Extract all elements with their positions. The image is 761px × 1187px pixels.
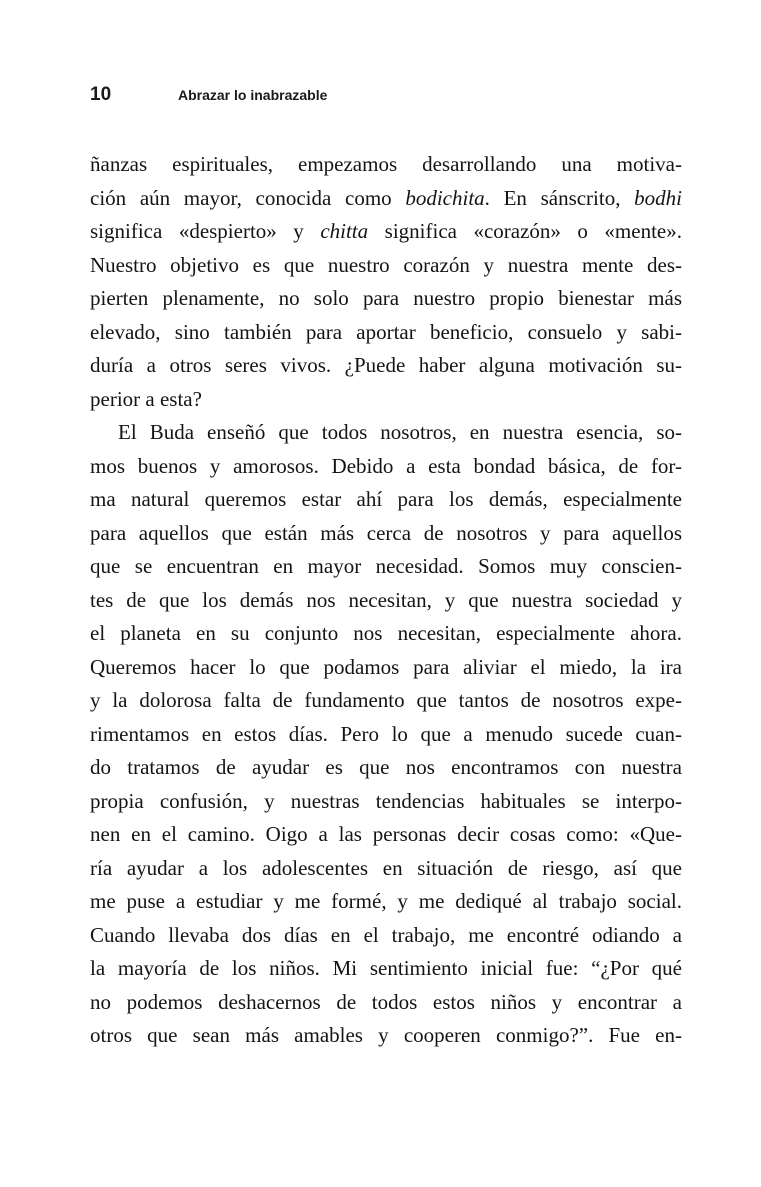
book-title: Abrazar lo inabrazable (178, 87, 328, 103)
paragraph-2-line: para aquellos que están más cerca de nosotros y para aquellos (90, 520, 682, 545)
paragraph-1-line-1: ñanzas espirituales, empezamos desarrollando una motiva- (90, 152, 682, 176)
paragraph-2-line: tes de que los demás nos necesitan, y que nuestra sociedad y (90, 587, 682, 612)
italic-term-bodichita: bodichita (405, 185, 485, 210)
paragraph-2-line: do tratamos de ayudar es que nos encontramos con nuestra (90, 755, 682, 779)
paragraph-2-line: ría ayudar a los adolescentes en situación de riesgo, así que (90, 855, 682, 880)
text-span: significa «despierto» y (90, 219, 321, 243)
paragraph-2-line: nen en el camino. Oigo a las personas decir cosas como: «Que- (90, 822, 682, 846)
paragraph-2-line: otros que sean más amables y cooperen conmigo?”. Fue en- (90, 1023, 682, 1047)
paragraph-1-line-6: elevado, sino también para aportar beneficio, consuelo y sabi- (90, 319, 682, 344)
text-span: . En sánscrito, (484, 185, 635, 210)
paragraph-2-line: me puse a estudiar y me formé, y me dediqué al trabajo social. (90, 889, 682, 913)
paragraph-2-line: Cuando llevaba dos días en el trabajo, me encontré odiando a (90, 922, 682, 947)
paragraph-2-line: y la dolorosa falta de fundamento que tantos de nosotros expe- (90, 688, 682, 712)
paragraph-1-line-3 (90, 215, 682, 249)
paragraph-1-line-4: Nuestro objetivo es que nuestro corazón y nuestra mente des- (90, 252, 682, 277)
paragraph-2-line: Queremos hacer lo que podamos para aliviar el miedo, la ira (90, 654, 682, 679)
italic-term-bodhi: bodhi (634, 185, 682, 210)
text-span: ción aún mayor, conocida como (90, 185, 406, 210)
paragraph-1-line-8: perior a esta? (90, 386, 202, 411)
paragraph-2-line: ma natural queremos estar ahí para los demás, especialmente (90, 487, 682, 511)
paragraph-1-line-2 (90, 182, 682, 216)
paragraph-2-line: la mayoría de los niños. Mi sentimiento inicial fue: “¿Por qué (90, 956, 682, 980)
paragraph-1-line-5: pierten plenamente, no solo para nuestro propio bienestar más (90, 286, 682, 310)
running-head (90, 84, 327, 110)
paragraph-2-line: mos buenos y amorosos. Debido a esta bondad básica, de for- (90, 453, 682, 478)
paragraph-1-line-7: duría a otros seres vivos. ¿Puede haber alguna motivación su- (90, 353, 682, 377)
paragraph-2-line: El Buda enseñó que todos nosotros, en nuestra esencia, so- (118, 420, 682, 444)
page-number: 10 (90, 84, 112, 105)
body-text (90, 148, 682, 1053)
paragraph-2-line: propia confusión, y nuestras tendencias habituales se interpo- (90, 788, 682, 813)
paragraph-2-line: no podemos deshacernos de todos estos niños y encontrar a (90, 989, 682, 1014)
text-span: significa «corazón» o «mente». (368, 219, 682, 243)
paragraph-2-line: que se encuentran en mayor necesidad. Somos muy conscien- (90, 554, 682, 578)
italic-term-chitta: chitta (320, 219, 369, 243)
paragraph-2-line: el planeta en su conjunto nos necesitan, especialmente ahora. (90, 621, 682, 645)
paragraph-2-line: rimentamos en estos días. Pero lo que a menudo sucede cuan- (90, 721, 682, 746)
